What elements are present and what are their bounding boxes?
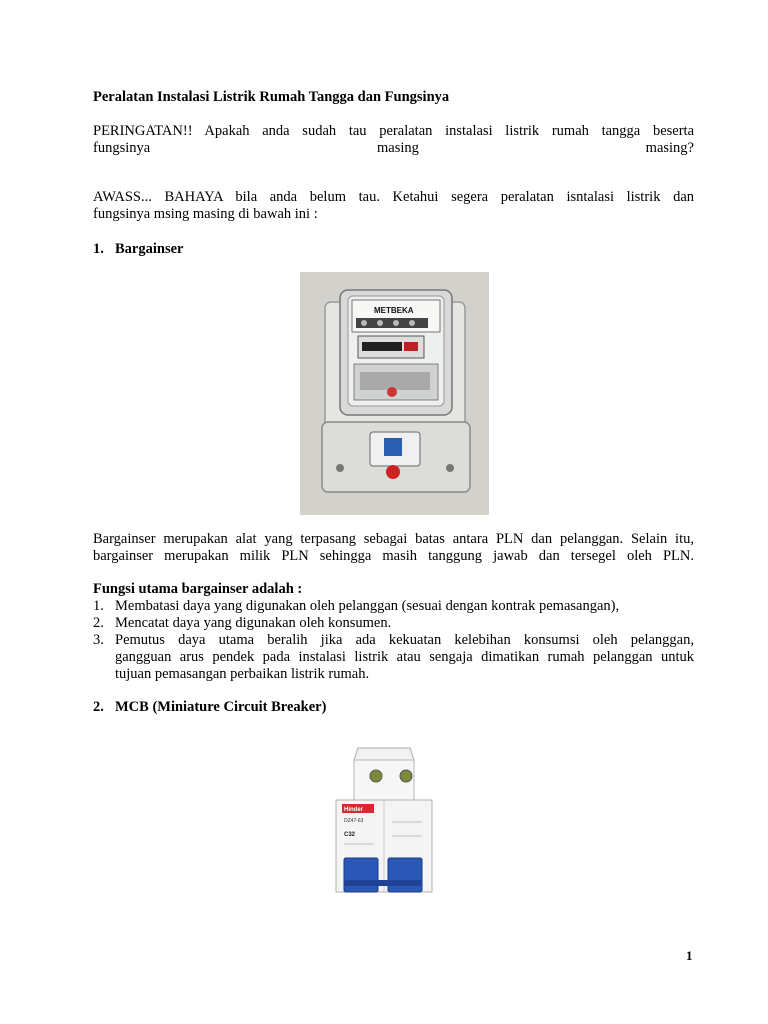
list-item-line-1: Pemutus daya utama beralih jika ada kekuatan kelebihan konsumsi oleh pelanggan, [115, 632, 694, 648]
warning-word-2: masing [376, 140, 419, 156]
list-item-text: Mencatat daya yang digunakan oleh konsumen. [115, 615, 392, 631]
list-item-number: 2. [93, 615, 104, 631]
list-item-line-2: gangguan arus pendek pada instalasi listrik atau sengaja dimatikan rumah pelanggan untuk [115, 649, 694, 665]
list-item-text [115, 632, 694, 683]
list-item [93, 598, 694, 615]
mcb-model-label: DZ47-63 [344, 818, 364, 824]
list-item-number: 3. [93, 632, 104, 648]
list-item-text: Membatasi daya yang digunakan oleh pelanggan (sesuai dengan kontrak pemasangan), [115, 598, 620, 614]
document-title: Peralatan Instalasi Listrik Rumah Tangga dan Fungsinya [93, 89, 450, 105]
description-line-1: Bargainser merupakan alat yang terpasang sebagai batas antara PLN dan pelanggan. Selain itu, [93, 531, 694, 547]
warning-line-1: PERINGATAN!! Apakah anda sudah tau peralatan instalasi listrik rumah tangga beserta [93, 123, 694, 139]
warning-line-2 [93, 140, 694, 157]
awass-line-1: AWASS... BAHAYA bila anda belum tau. Ketahui segera peralatan isntalasi listrik dan [93, 189, 694, 205]
section-2-heading [93, 699, 694, 716]
mcb-brand-label: Hinder [344, 807, 364, 813]
bargainser-description [93, 531, 694, 565]
awass-paragraph [93, 189, 694, 223]
fungsi-heading: Fungsi utama bargainser adalah : [93, 581, 303, 597]
fungsi-list [93, 598, 694, 683]
warning-word-1: fungsinya [93, 140, 151, 156]
section-1-heading [93, 241, 694, 258]
awass-line-2: fungsinya msing masing di bawah ini : [93, 206, 318, 222]
section-2-number: 2. [93, 699, 104, 715]
bargainser-image [300, 272, 489, 515]
list-item-number: 1. [93, 598, 104, 614]
section-1-number: 1. [93, 241, 104, 257]
warning-word-3: masing? [645, 140, 694, 156]
description-line-2: bargainser merupakan milik PLN sehingga masih tanggung jawab dan tersegel oleh PLN. [93, 548, 694, 564]
warning-paragraph [93, 123, 694, 157]
section-2-title: MCB (Miniature Circuit Breaker) [115, 699, 327, 715]
meter-brand-label: METBEKA [374, 306, 414, 315]
mcb-image [330, 740, 438, 895]
list-item [93, 615, 694, 632]
list-item [93, 632, 694, 683]
section-1-title: Bargainser [115, 241, 184, 257]
list-item-line-3: tujuan pemasangan perbaikan listrik rumah. [115, 666, 370, 682]
mcb-rating-label: C32 [344, 832, 356, 838]
page-number: 1 [686, 948, 693, 963]
